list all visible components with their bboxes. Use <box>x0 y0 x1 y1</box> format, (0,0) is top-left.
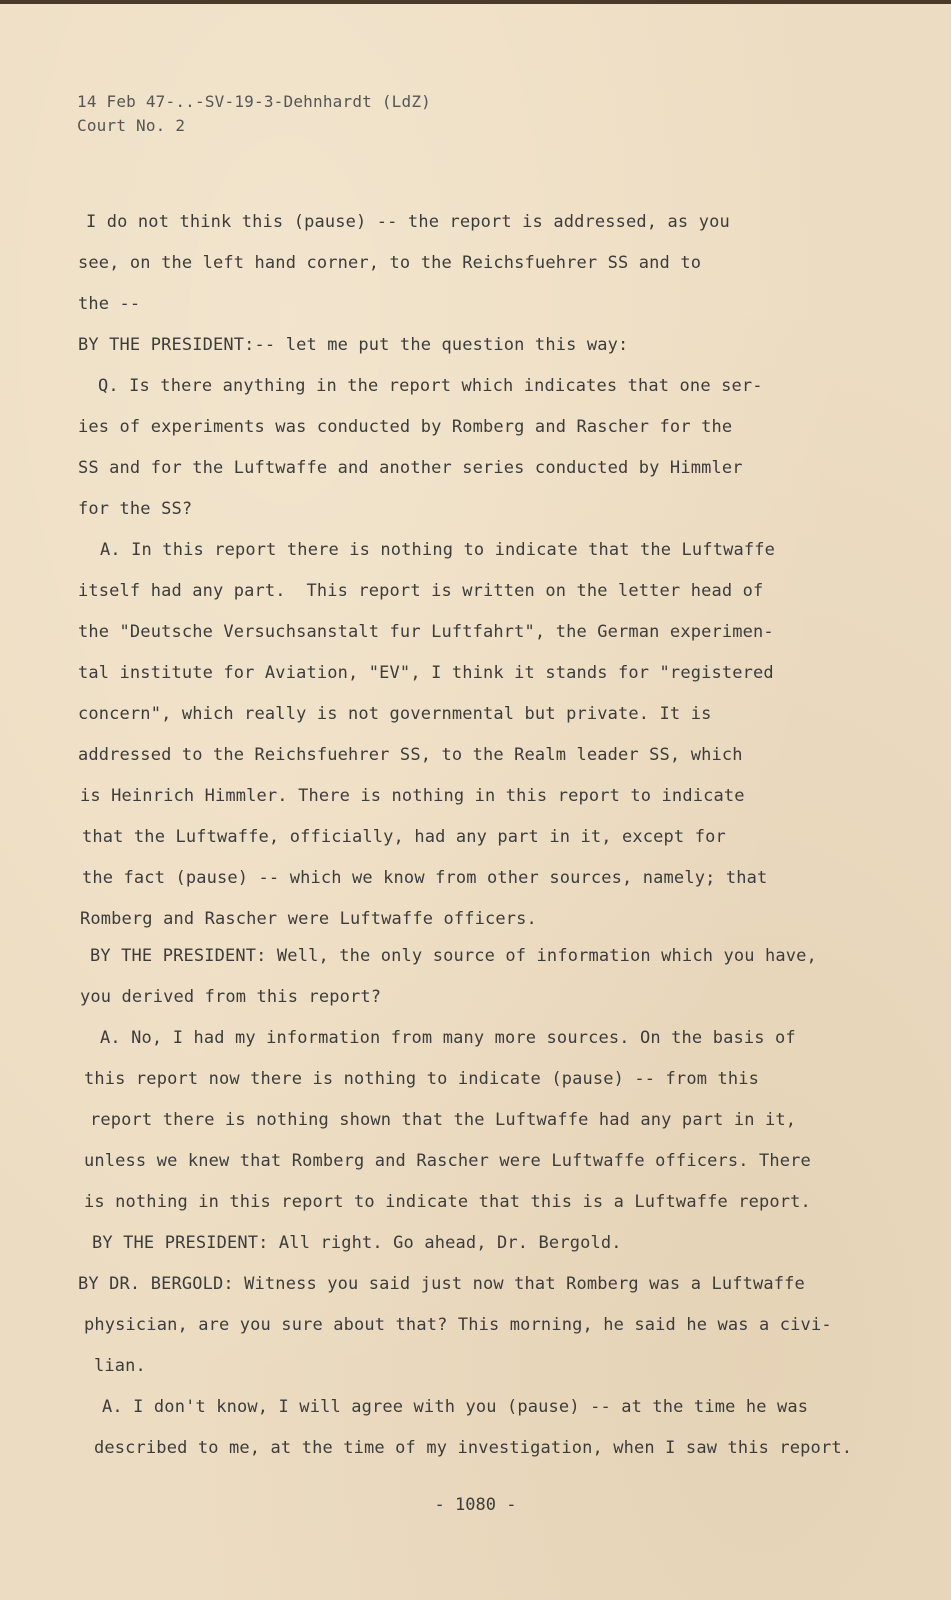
transcript-line: this report now there is nothing to indicate (pause) -- from this <box>84 1069 760 1089</box>
transcript-line: lian. <box>94 1356 146 1376</box>
page-number: - 1080 - <box>434 1495 517 1515</box>
transcript-line: for the SS? <box>78 499 193 519</box>
transcript-line: A. I don't know, I will agree with you (pause) -- at the time he was <box>102 1397 809 1417</box>
transcript-line: addressed to the Reichsfuehrer SS, to the Realm leader SS, which <box>78 745 743 765</box>
transcript-line: BY THE PRESIDENT:-- let me put the question this way: <box>78 335 629 355</box>
transcript-line: unless we knew that Romberg and Rascher were Luftwaffe officers. There <box>84 1151 811 1171</box>
transcript-line: is nothing in this report to indicate that this is a Luftwaffe report. <box>84 1192 811 1212</box>
transcript-line: A. No, I had my information from many more sources. On the basis of <box>100 1028 796 1048</box>
transcript-line: that the Luftwaffe, officially, had any part in it, except for <box>82 827 726 847</box>
transcript-line: described to me, at the time of my investigation, when I saw this report. <box>94 1438 853 1458</box>
transcript-line: BY THE PRESIDENT: Well, the only source of information which you have, <box>90 946 817 966</box>
transcript-line: is Heinrich Himmler. There is nothing in this report to indicate <box>80 786 745 806</box>
transcript-line: concern", which really is not governmental but private. It is <box>78 704 712 724</box>
transcript-line: A. In this report there is nothing to indicate that the Luftwaffe <box>100 540 776 560</box>
transcript-line: tal institute for Aviation, "EV", I think it stands for "registered <box>78 663 774 683</box>
document-header <box>77 90 431 138</box>
transcript-line: Romberg and Rascher were Luftwaffe officers. <box>80 909 537 929</box>
header-court-line: Court No. 2 <box>77 116 186 135</box>
transcript-line: I do not think this (pause) -- the report is addressed, as you <box>86 212 730 232</box>
transcript-line: report there is nothing shown that the Luftwaffe had any part in it, <box>90 1110 797 1130</box>
transcript-line: BY THE PRESIDENT: All right. Go ahead, Dr. Bergold. <box>92 1233 622 1253</box>
transcript-line: physician, are you sure about that? This morning, he said he was a civi- <box>84 1315 832 1335</box>
transcript-line: the fact (pause) -- which we know from other sources, namely; that <box>82 868 768 888</box>
transcript-line: Q. Is there anything in the report which indicates that one ser- <box>98 376 763 396</box>
transcript-line: SS and for the Luftwaffe and another series conducted by Himmler <box>78 458 743 478</box>
transcript-line: you derived from this report? <box>80 987 382 1007</box>
header-reference-line: 14 Feb 47-..-SV-19-3-Dehnhardt (LdZ) <box>77 92 431 111</box>
transcript-line: the "Deutsche Versuchsanstalt fur Luftfahrt", the German experimen- <box>78 622 774 642</box>
page-top-edge <box>0 0 951 4</box>
transcript-line: see, on the left hand corner, to the Reichsfuehrer SS and to <box>78 253 702 273</box>
transcript-line: the -- <box>78 294 141 314</box>
transcript-line: ies of experiments was conducted by Romberg and Rascher for the <box>78 417 733 437</box>
transcript-line: BY DR. BERGOLD: Witness you said just now that Romberg was a Luftwaffe <box>78 1274 805 1294</box>
transcript-line: itself had any part. This report is written on the letter head of <box>78 581 764 601</box>
